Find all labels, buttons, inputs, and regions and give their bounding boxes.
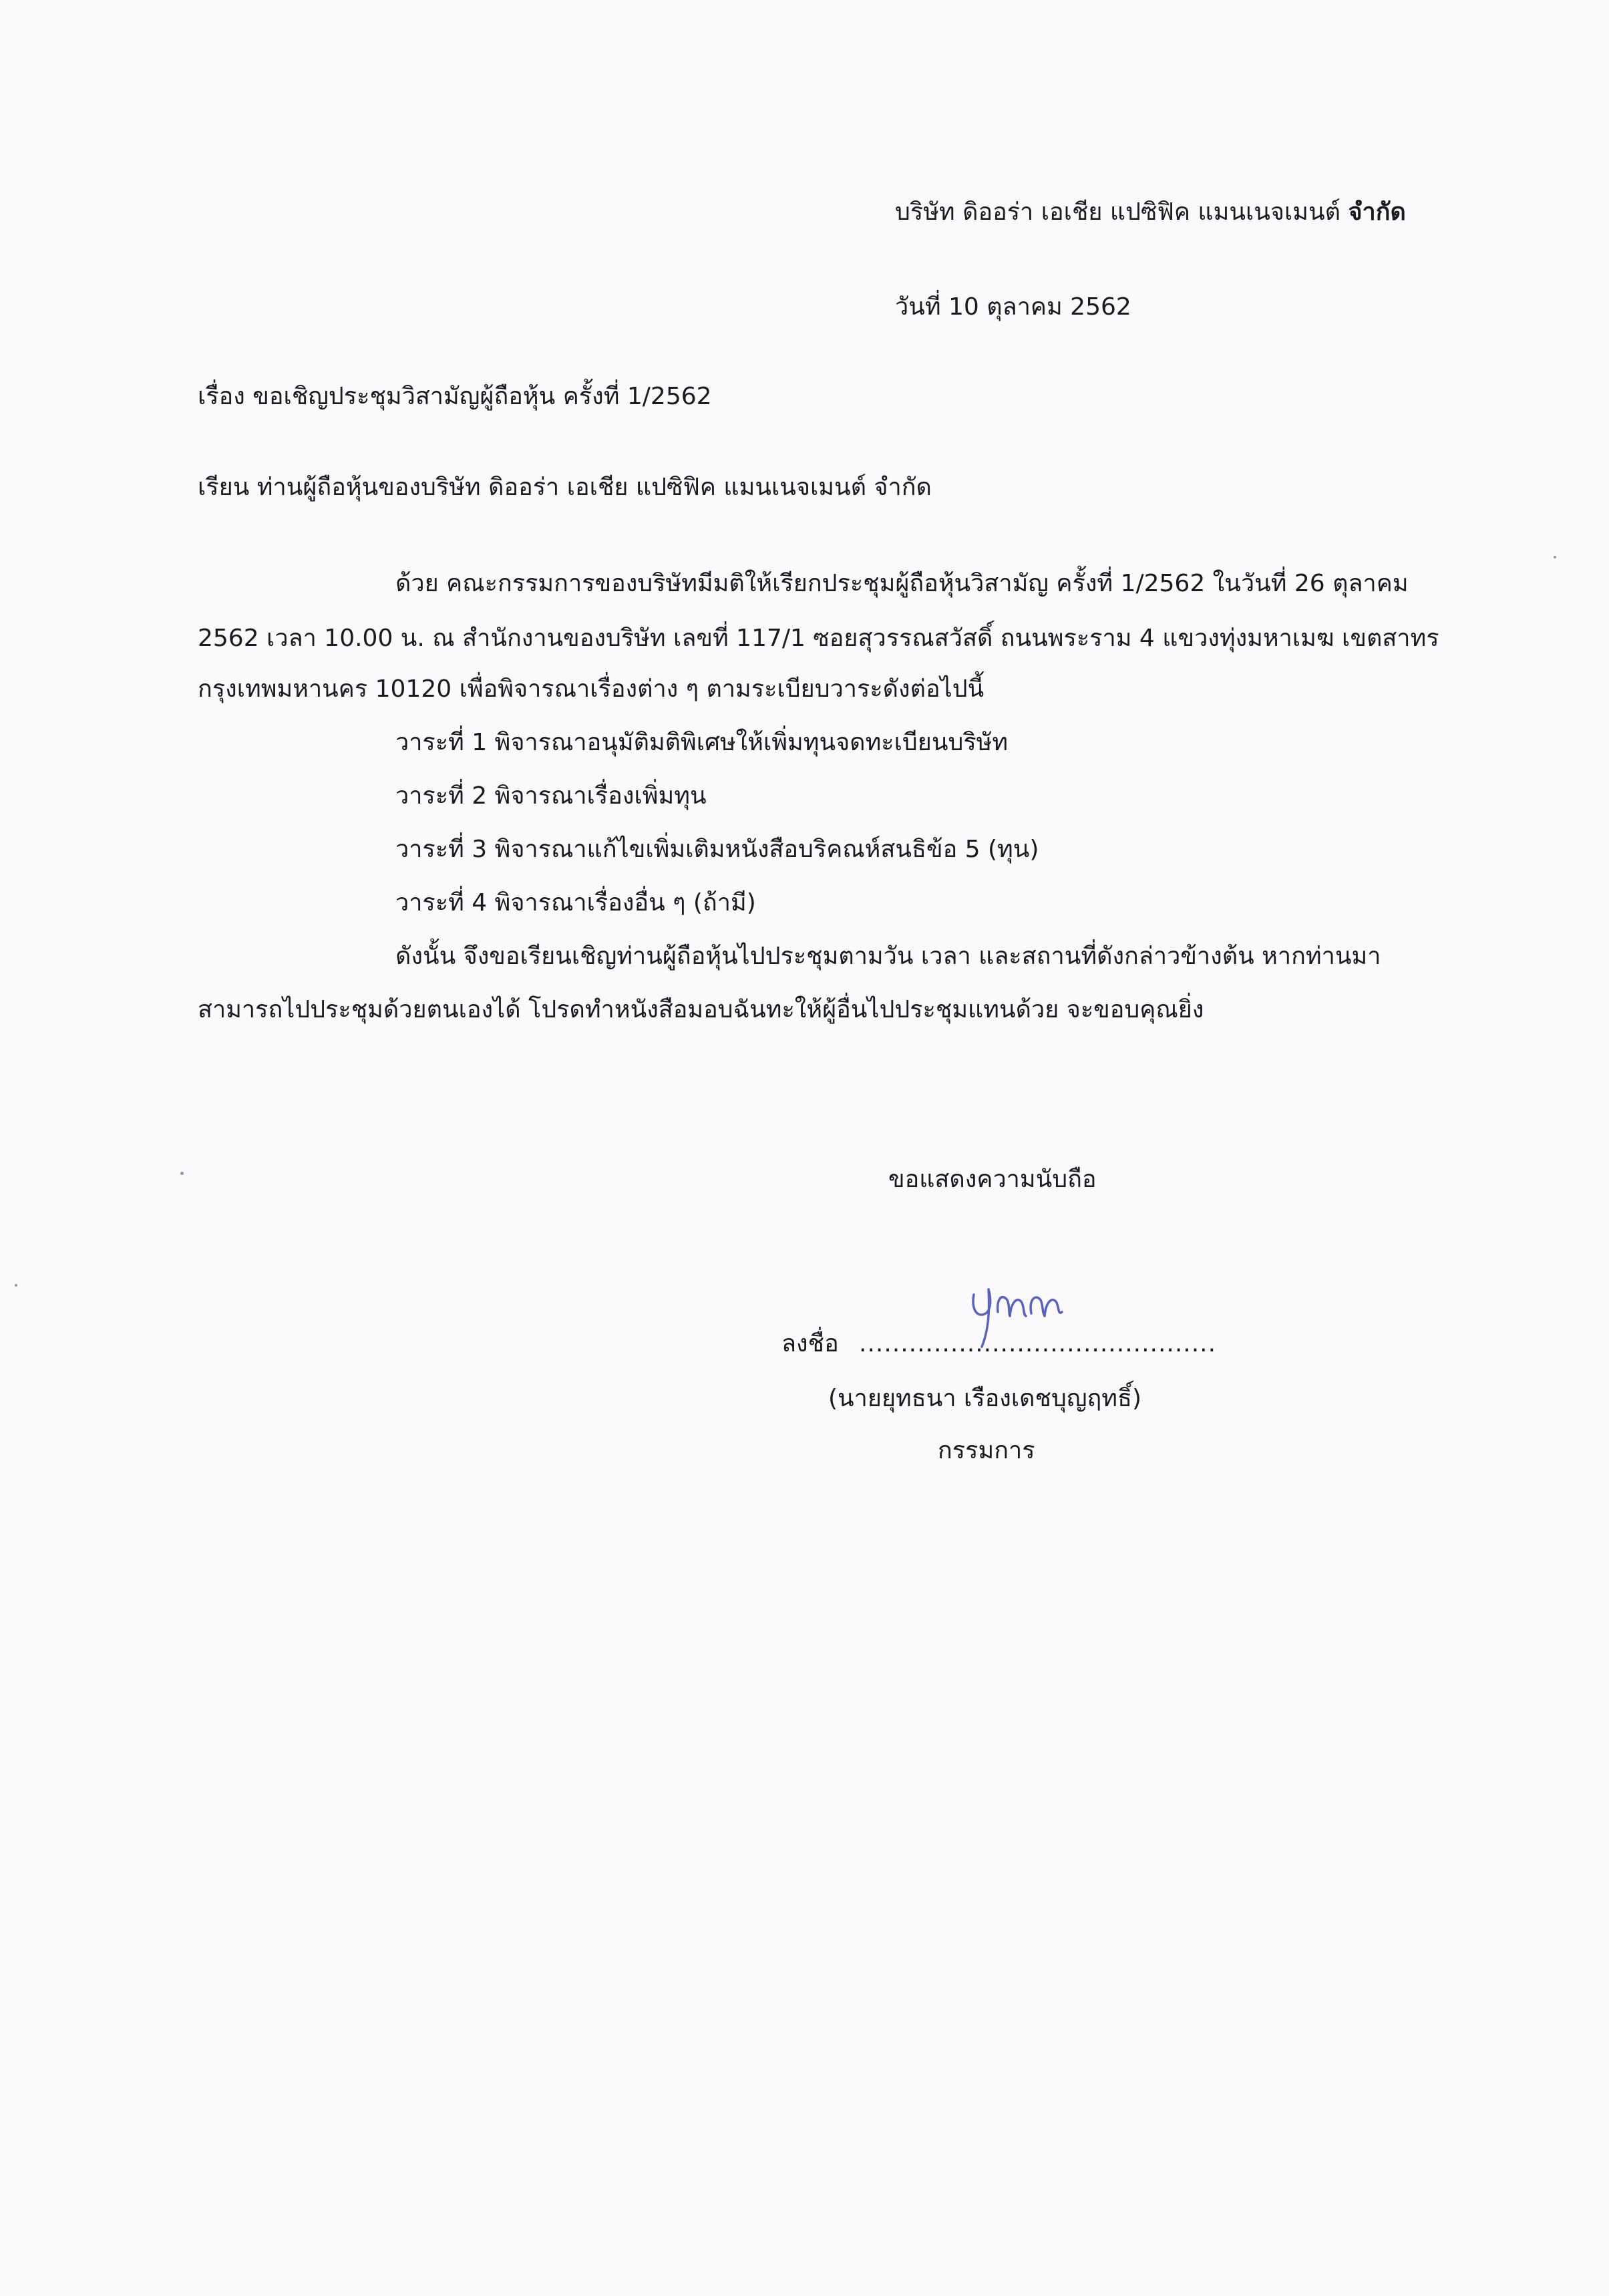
body-paragraph-2-line-1: ดังนั้น จึงขอเรียนเชิญท่านผู้ถือหุ้นไปประชุมตามวัน เวลา และสถานที่ดังกล่าวข้างต้น หากท่านมา: [395, 943, 1381, 970]
signer-name: (นายยุทธนา เรืองเดชบุญฤทธิ์): [828, 1385, 1142, 1412]
scan-speck: [15, 1284, 17, 1287]
company-name-heading: [895, 198, 1406, 227]
body-paragraph-1-line-1: ด้วย คณะกรรมการของบริษัทมีมติให้เรียกประชุมผู้ถือหุ้นวิสามัญ ครั้งที่ 1/2562 ในวันที่ 26 ตุลาคม: [395, 570, 1409, 597]
agenda-item-4: วาระที่ 4 พิจารณาเรื่องอื่น ๆ (ถ้ามี): [395, 889, 756, 917]
body-paragraph-2-line-2: สามารถไปประชุมด้วยตนเองได้ โปรดทำหนังสือมอบฉันทะให้ผู้อื่นไปประชุมแทนด้วย จะขอบคุณยิ่ง: [198, 996, 1204, 1023]
signature-label: ลงชื่อ: [781, 1330, 839, 1357]
scan-speck: [1554, 556, 1556, 558]
scan-speck: [180, 1172, 184, 1175]
agenda-item-1: วาระที่ 1 พิจารณาอนุมัติมติพิเศษให้เพิ่มทุนจดทะเบียนบริษัท: [395, 729, 1009, 756]
letter-subject: เรื่อง ขอเชิญประชุมวิสามัญผู้ถือหุ้น ครั้งที่ 1/2562: [198, 383, 712, 410]
company-name-suffix: จำกัด: [1348, 198, 1406, 226]
agenda-item-3: วาระที่ 3 พิจารณาแก้ไขเพิ่มเติมหนังสือบริคณห์สนธิข้อ 5 (ทุน): [395, 836, 1039, 863]
closing-salutation: ขอแสดงความนับถือ: [888, 1166, 1097, 1193]
body-paragraph-1-line-2: 2562 เวลา 10.00 น. ณ สำนักงานของบริษัท เลขที่ 117/1 ซอยสุวรรณสวัสดิ์ ถนนพระราม 4 แขวงทุ่งมหาเมฆ เขตสาทร: [198, 625, 1439, 652]
letter-recipient: เรียน ท่านผู้ถือหุ้นของบริษัท ดิออร่า เอเชีย แปซิฟิค แมนเนจเมนต์ จำกัด: [198, 474, 932, 501]
signature-line: ...........................................: [859, 1330, 1217, 1357]
signer-title: กรรมการ: [938, 1437, 1035, 1464]
body-paragraph-1-line-3: กรุงเทพมหานคร 10120 เพื่อพิจารณาเรื่องต่าง ๆ ตามระเบียบวาระดังต่อไปนี้: [198, 675, 985, 703]
agenda-item-2: วาระที่ 2 พิจารณาเรื่องเพิ่มทุน: [395, 782, 707, 810]
letter-date: วันที่ 10 ตุลาคม 2562: [895, 293, 1131, 321]
company-name-prefix: บริษัท ดิออร่า เอเชีย แปซิฟิค แมนเนจเมนต์: [895, 198, 1340, 226]
